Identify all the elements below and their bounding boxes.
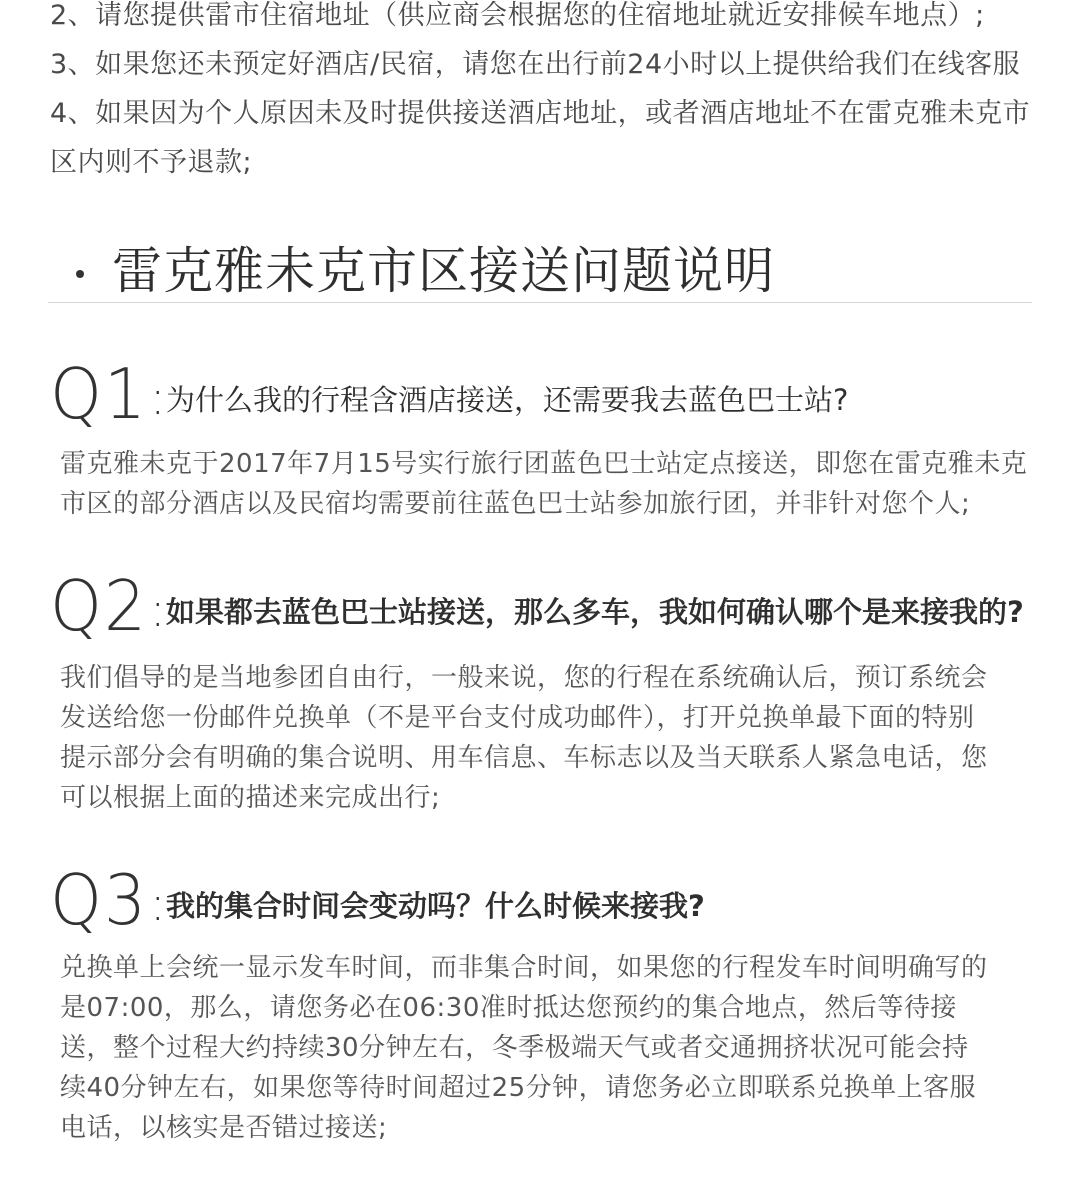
question-number: Q2 — [50, 565, 148, 647]
answer-line: 市区的部分酒店以及民宿均需要前往蓝色巴士站参加旅行团，并非针对您个人; — [60, 489, 971, 519]
note-line: 区内则不予退款; — [50, 147, 253, 178]
section-title: 雷克雅未克市区接送问题说明 — [112, 242, 775, 300]
faq-item — [50, 565, 1050, 818]
answer-text — [60, 658, 1050, 818]
answer-line: 可以根据上面的描述来完成出行; — [60, 783, 441, 813]
answer-line: 我们倡导的是当地参团自由行，一般来说，您的行程在系统确认后，预订系统会 — [60, 663, 988, 693]
question-number: Q3 — [50, 859, 148, 941]
answer-line: 是07:00，那么，请您务必在06:30准时抵达您预约的集合地点，然后等待接 — [60, 993, 957, 1023]
question-mark: Q2: — [50, 565, 168, 647]
answer-line: 发送给您一份邮件兑换单（不是平台支付成功邮件），打开兑换单最下面的特别 — [60, 703, 975, 733]
section-heading — [48, 240, 1032, 303]
question-mark: Q1: — [50, 353, 168, 435]
question-row — [50, 565, 1050, 647]
answer-line: 续40分钟左右，如果您等待时间超过25分钟，请您务必立即联系兑换单上客服 — [60, 1073, 977, 1103]
question-text: 我的集合时间会变动吗？什么时候来接我? — [166, 889, 705, 923]
note-line: 4、如果因为个人原因未及时提供接送酒店地址，或者酒店地址不在雷克雅未克市 — [50, 98, 1031, 129]
answer-text — [60, 444, 1050, 524]
question-mark: Q3: — [50, 859, 168, 941]
faq-item — [50, 859, 1050, 1148]
answer-text — [60, 948, 1050, 1148]
question-text: 为什么我的行程含酒店接送，还需要我去蓝色巴士站? — [166, 383, 849, 417]
answer-line: 电话，以核实是否错过接送; — [60, 1113, 388, 1143]
faq-item — [50, 353, 1050, 524]
top-notes — [50, 0, 1060, 187]
bullet-icon — [76, 270, 84, 278]
note-line: 2、请您提供雷市住宿地址（供应商会根据您的住宿地址就近安排候车地点）; — [50, 0, 985, 31]
answer-line: 送，整个过程大约持续30分钟左右，冬季极端天气或者交通拥挤状况可能会持 — [60, 1033, 969, 1063]
question-text: 如果都去蓝色巴士站接送，那么多车，我如何确认哪个是来接我的? — [166, 595, 1024, 629]
answer-line: 提示部分会有明确的集合说明、用车信息、车标志以及当天联系人紧急电话，您 — [60, 743, 988, 773]
answer-line: 兑换单上会统一显示发车时间，而非集合时间，如果您的行程发车时间明确写的 — [60, 953, 988, 983]
answer-line: 雷克雅未克于2017年7月15号实行旅行团蓝色巴士站定点接送，即您在雷克雅未克 — [60, 449, 1028, 479]
question-number: Q1 — [50, 353, 148, 435]
question-row — [50, 353, 1050, 435]
note-line: 3、如果您还未预定好酒店/民宿，请您在出行前24小时以上提供给我们在线客服 — [50, 49, 1021, 80]
question-row — [50, 859, 1050, 941]
